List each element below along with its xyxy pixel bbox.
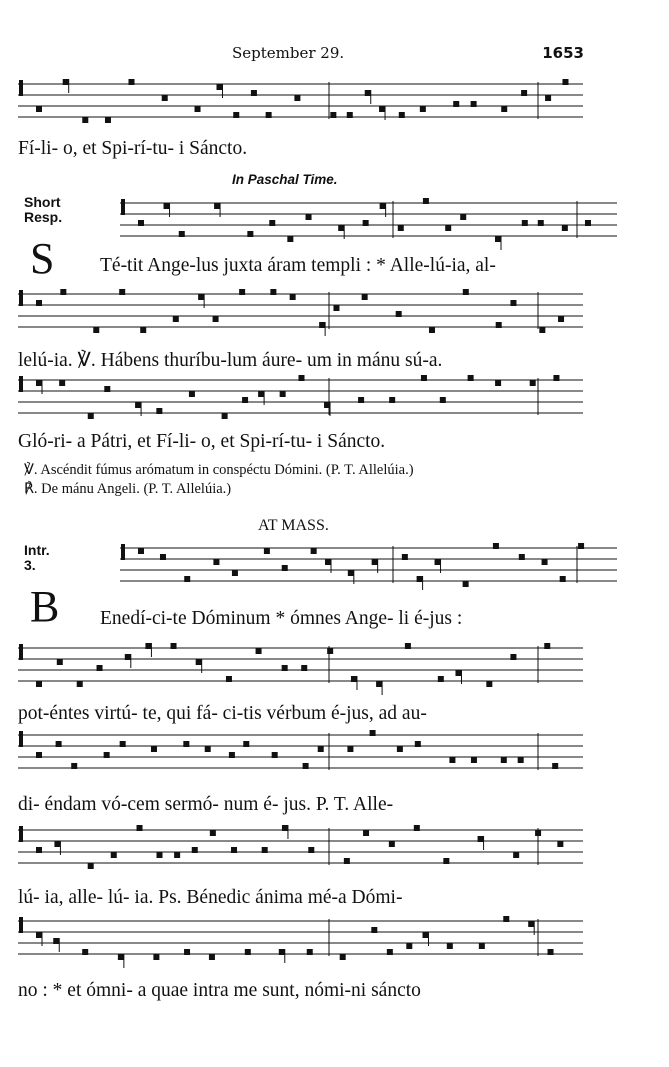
- neume-icon: [539, 327, 545, 333]
- neume-icon: [111, 852, 117, 858]
- neume-icon: [538, 220, 544, 226]
- neume-icon: [545, 95, 551, 101]
- neume-icon: [578, 543, 584, 549]
- neume-icon: [179, 231, 185, 237]
- neume-icon: [542, 559, 548, 565]
- neume-icon: [380, 203, 386, 209]
- neume-icon: [423, 932, 429, 938]
- neume-icon: [82, 949, 88, 955]
- neume-icon: [282, 825, 288, 831]
- neume-icon: [213, 316, 219, 322]
- neume-icon: [162, 95, 168, 101]
- neume-icon: [229, 752, 235, 758]
- neume-icon: [153, 954, 159, 960]
- staff-svg: [18, 286, 583, 341]
- neume-icon: [468, 375, 474, 381]
- neume-icon: [256, 648, 262, 654]
- neume-icon: [59, 380, 65, 386]
- neume-icon: [209, 954, 215, 960]
- clef-icon: [19, 917, 23, 933]
- clef-icon: [19, 290, 23, 306]
- neume-icon: [82, 117, 88, 123]
- neume-icon: [213, 559, 219, 565]
- neume-icon: [140, 327, 146, 333]
- neume-icon: [303, 763, 309, 769]
- neume-icon: [266, 112, 272, 118]
- neume-icon: [36, 681, 42, 687]
- neume-icon: [104, 752, 110, 758]
- lyric-line: di- éndam vó-cem sermó- num é- jus. P. T. Alle-: [18, 794, 394, 815]
- neume-icon: [233, 112, 239, 118]
- neume-icon: [414, 825, 420, 831]
- neume-icon: [463, 581, 469, 587]
- neume-icon: [135, 402, 141, 408]
- neume-icon: [269, 220, 275, 226]
- neume-icon: [351, 676, 357, 682]
- neume-icon: [171, 643, 177, 649]
- neume-icon: [105, 117, 111, 123]
- neume-icon: [415, 741, 421, 747]
- neume-icon: [184, 576, 190, 582]
- neume-icon: [463, 289, 469, 295]
- staff-svg: [18, 727, 583, 782]
- neume-icon: [138, 220, 144, 226]
- neume-icon: [164, 203, 170, 209]
- chant-staff: [18, 822, 583, 877]
- neume-icon: [443, 858, 449, 864]
- neume-icon: [460, 214, 466, 220]
- staff-svg: [18, 913, 583, 968]
- neume-icon: [151, 746, 157, 752]
- neume-icon: [77, 681, 83, 687]
- neume-icon: [173, 316, 179, 322]
- neume-icon: [231, 847, 237, 853]
- neume-icon: [272, 752, 278, 758]
- staff-svg: [18, 372, 583, 427]
- neume-icon: [262, 847, 268, 853]
- chant-staff: [86, 195, 583, 250]
- neume-icon: [60, 289, 66, 295]
- neume-icon: [429, 327, 435, 333]
- neume-icon: [128, 79, 134, 85]
- neume-icon: [198, 294, 204, 300]
- neume-icon: [447, 943, 453, 949]
- neume-icon: [36, 847, 42, 853]
- neume-icon: [239, 289, 245, 295]
- neume-icon: [553, 375, 559, 381]
- neume-icon: [344, 858, 350, 864]
- neume-icon: [455, 670, 461, 676]
- clef-icon: [19, 376, 23, 392]
- neume-icon: [319, 322, 325, 328]
- neume-icon: [438, 676, 444, 682]
- neume-icon: [371, 927, 377, 933]
- neume-icon: [226, 676, 232, 682]
- neume-icon: [290, 294, 296, 300]
- neume-icon: [510, 300, 516, 306]
- neume-icon: [97, 665, 103, 671]
- neume-icon: [445, 225, 451, 231]
- neume-icon: [301, 665, 307, 671]
- neume-icon: [120, 741, 126, 747]
- neume-icon: [503, 916, 509, 922]
- lyric-line: no : * et ómni- a quae intra me sunt, nómi-ni sáncto: [18, 980, 421, 1001]
- neume-icon: [348, 570, 354, 576]
- chant-staff: [18, 372, 583, 427]
- neume-icon: [251, 90, 257, 96]
- neume-icon: [88, 413, 94, 419]
- neume-icon: [71, 763, 77, 769]
- initial-letter: S: [30, 234, 55, 283]
- clef-icon: [121, 544, 125, 560]
- lyric-line: Fí-li- o, et Spi-rí-tu- i Sáncto.: [18, 138, 248, 159]
- neume-icon: [118, 954, 124, 960]
- neume-icon: [264, 548, 270, 554]
- clef-icon: [19, 644, 23, 660]
- neume-icon: [243, 741, 249, 747]
- neume-icon: [513, 852, 519, 858]
- neume-icon: [363, 830, 369, 836]
- neume-icon: [402, 554, 408, 560]
- neume-icon: [562, 225, 568, 231]
- neume-icon: [311, 548, 317, 554]
- neume-icon: [333, 305, 339, 311]
- neume-icon: [471, 101, 477, 107]
- neume-icon: [282, 565, 288, 571]
- page-number: 1653: [542, 44, 584, 62]
- neume-icon: [518, 757, 524, 763]
- neume-icon: [57, 659, 63, 665]
- staff-svg: [18, 640, 583, 695]
- neume-icon: [405, 643, 411, 649]
- neume-icon: [232, 570, 238, 576]
- neume-icon: [389, 841, 395, 847]
- neume-icon: [298, 375, 304, 381]
- staff-svg: [86, 540, 651, 595]
- neume-icon: [406, 943, 412, 949]
- neume-icon: [495, 380, 501, 386]
- neume-icon: [36, 300, 42, 306]
- lyric-line: Enedí-ci-te Dóminum * ómnes Ange- li é-jus :: [100, 608, 463, 629]
- neume-icon: [544, 643, 550, 649]
- chant-staff: [86, 540, 583, 595]
- neume-icon: [420, 106, 426, 112]
- neume-icon: [160, 554, 166, 560]
- neume-icon: [560, 576, 566, 582]
- neume-icon: [189, 391, 195, 397]
- neume-icon: [510, 654, 516, 660]
- neume-icon: [557, 841, 563, 847]
- neume-icon: [222, 413, 228, 419]
- neume-icon: [358, 397, 364, 403]
- clef-icon: [19, 80, 23, 96]
- neume-icon: [362, 294, 368, 300]
- neume-icon: [396, 311, 402, 317]
- neume-icon: [347, 746, 353, 752]
- neume-icon: [340, 954, 346, 960]
- neume-icon: [93, 327, 99, 333]
- neume-icon: [330, 112, 336, 118]
- neume-icon: [54, 841, 60, 847]
- neume-icon: [501, 106, 507, 112]
- rubric-paschal-time: In Paschal Time.: [232, 172, 338, 187]
- neume-icon: [389, 397, 395, 403]
- lyric-line: lelú-ia. ℣. Hábens thuríbu-lum áure- um in mánu sú-a.: [18, 350, 443, 371]
- neume-icon: [338, 225, 344, 231]
- neume-icon: [365, 90, 371, 96]
- section-heading-at-mass: AT MASS.: [258, 517, 329, 534]
- neume-icon: [294, 95, 300, 101]
- neume-icon: [398, 225, 404, 231]
- neume-icon: [217, 84, 223, 90]
- neume-icon: [521, 90, 527, 96]
- lyric-line: lú- ia, alle- lú- ia. Ps. Bénedic ánima mé-a Dómi-: [18, 887, 403, 908]
- neume-icon: [36, 380, 42, 386]
- neume-icon: [387, 949, 393, 955]
- neume-icon: [287, 236, 293, 242]
- neume-icon: [372, 559, 378, 565]
- chant-staff: [18, 286, 583, 341]
- neume-icon: [370, 730, 376, 736]
- neume-icon: [417, 576, 423, 582]
- clef-icon: [121, 199, 125, 215]
- neume-icon: [528, 921, 534, 927]
- neume-icon: [478, 836, 484, 842]
- neume-icon: [125, 654, 131, 660]
- neume-icon: [157, 852, 163, 858]
- clef-icon: [19, 731, 23, 747]
- neume-icon: [397, 746, 403, 752]
- versicle-text: ℣. Ascéndit fúmus arómatum in conspéctu Dómini. (P. T. Allelúia.): [24, 462, 414, 478]
- initial-letter: B: [30, 582, 60, 631]
- neume-icon: [195, 106, 201, 112]
- neume-icon: [280, 391, 286, 397]
- chant-staff: [18, 913, 583, 968]
- neume-icon: [363, 220, 369, 226]
- neume-icon: [479, 943, 485, 949]
- neume-icon: [453, 101, 459, 107]
- neume-icon: [242, 397, 248, 403]
- neume-icon: [501, 757, 507, 763]
- neume-icon: [522, 220, 528, 226]
- neume-icon: [327, 648, 333, 654]
- neume-icon: [138, 548, 144, 554]
- chant-staff: [18, 727, 583, 782]
- neume-icon: [399, 112, 405, 118]
- neume-icon: [183, 741, 189, 747]
- neume-icon: [174, 852, 180, 858]
- neume-icon: [519, 554, 525, 560]
- neume-icon: [548, 949, 554, 955]
- neume-icon: [36, 752, 42, 758]
- neume-icon: [421, 375, 427, 381]
- neume-icon: [258, 391, 264, 397]
- neume-icon: [63, 79, 69, 85]
- neume-icon: [245, 949, 251, 955]
- neume-icon: [270, 289, 276, 295]
- neume-icon: [435, 559, 441, 565]
- neume-icon: [192, 847, 198, 853]
- neume-icon: [156, 408, 162, 414]
- neume-icon: [210, 830, 216, 836]
- introit-label: Intr. 3.: [24, 542, 50, 573]
- neume-icon: [56, 741, 62, 747]
- neume-icon: [496, 322, 502, 328]
- neume-icon: [318, 746, 324, 752]
- neume-icon: [307, 949, 313, 955]
- neume-icon: [53, 938, 59, 944]
- neume-icon: [379, 106, 385, 112]
- staff-svg: [86, 195, 651, 250]
- neume-icon: [376, 681, 382, 687]
- neume-icon: [282, 665, 288, 671]
- neume-icon: [205, 746, 211, 752]
- short-resp-label: Short Resp.: [24, 194, 63, 225]
- neume-icon: [486, 681, 492, 687]
- neume-icon: [558, 316, 564, 322]
- neume-icon: [247, 231, 253, 237]
- response-text: ℟. De mánu Angeli. (P. T. Allelúia.): [24, 481, 232, 497]
- neume-icon: [104, 386, 110, 392]
- neume-icon: [552, 763, 558, 769]
- neume-icon: [449, 757, 455, 763]
- neume-icon: [119, 289, 125, 295]
- neume-icon: [562, 79, 568, 85]
- neume-icon: [137, 825, 143, 831]
- staff-svg: [18, 76, 583, 131]
- chant-staff: [18, 640, 583, 695]
- neume-icon: [306, 214, 312, 220]
- neume-icon: [423, 198, 429, 204]
- neume-icon: [184, 949, 190, 955]
- neume-icon: [495, 236, 501, 242]
- neume-icon: [471, 757, 477, 763]
- neume-icon: [145, 643, 151, 649]
- neume-icon: [36, 106, 42, 112]
- chant-staff: [18, 76, 583, 131]
- staff-svg: [18, 822, 583, 877]
- lyric-line: pot-éntes virtú- te, qui fá- ci-tis vérbum é-jus, ad au-: [18, 703, 427, 724]
- neume-icon: [440, 397, 446, 403]
- neume-icon: [88, 863, 94, 869]
- page-header-title: September 29.: [232, 44, 345, 62]
- neume-icon: [214, 203, 220, 209]
- neume-icon: [196, 659, 202, 665]
- clef-icon: [19, 826, 23, 842]
- neume-icon: [325, 559, 331, 565]
- neume-icon: [36, 932, 42, 938]
- lyric-line: Té-tit Ange-lus juxta áram templi : * Alle-lú-ia, al-: [100, 255, 496, 276]
- neume-icon: [585, 220, 591, 226]
- neume-icon: [347, 112, 353, 118]
- lyric-line: Gló-ri- a Pátri, et Fí-li- o, et Spi-rí-tu- i Sáncto.: [18, 431, 386, 452]
- neume-icon: [530, 380, 536, 386]
- neume-icon: [308, 847, 314, 853]
- neume-icon: [493, 543, 499, 549]
- neume-icon: [279, 949, 285, 955]
